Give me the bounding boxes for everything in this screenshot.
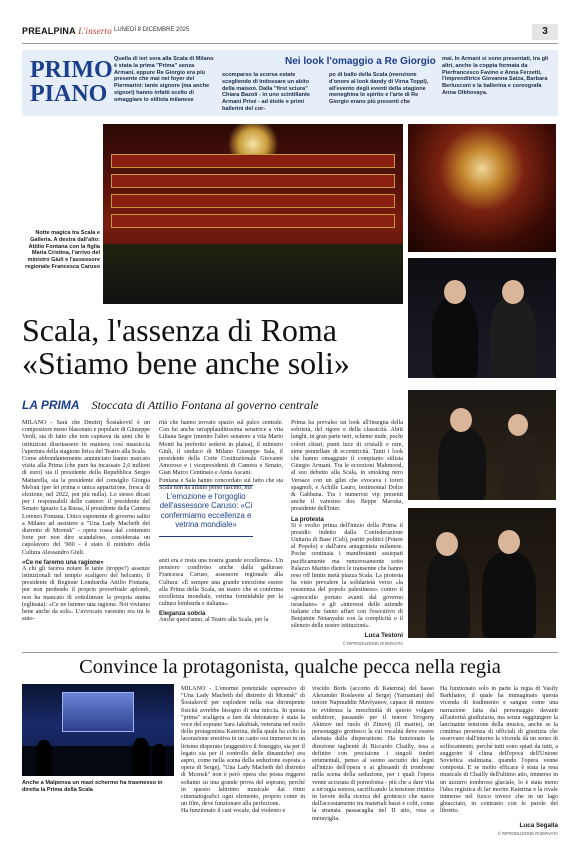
banner-text-col1: Quella di ieri sera alla Scala di Milano è stata la prima "Prima" senza Armani, eppure Re Giorgio era più presente che mai nei foyer del Piermarini: tante signore (ma anche signori) hanno infatti scelto di omaggiare lo stilista milanese xyxy=(114,56,214,103)
article2-column1: MILANO - L'enorme potenziale espressivo di "Una Lady Macbeth del distretto di Mcensk" di Šostakovič per esplodere nella sua dirompente fisicità avrebbe bisogno di una miccia. In questa "prima" scaligera a fare da detonatore è stata la voce del soprano Sara Jakubiak, veterana nel ruolo della protagonista Katerina, della quale ha colto la lacerazione emotiva in un canto ora immerso in un lirismo disperato (suggestivo il fraseggio, sia per il legato sia per il controllo delle dinamiche) ora aspro, come nella scena della seduzione esposta a opera di Sergej, "Una Lady Macbeth del distretto di Mcensk" non è però opera che possa reggersi soltanto su una grande prova del soprano, perché in questo labirinto musicale dai ritmi cinematografici ogni elemento, proprio come in un film, deve funzionare alla perfezione. Ha funzionato il cast vocale, dal violento e xyxy=(181,686,305,815)
pull-quote: L'emozione e l'orgoglio dell'assessore Caruso: «Ci confermiamo eccellenza e vetrina mondiale» xyxy=(159,483,253,539)
main-headline: Scala, l'assenza di Roma «Stiamo bene anche soli» xyxy=(22,312,350,381)
audience xyxy=(103,244,403,304)
caruso-photo xyxy=(408,508,556,638)
photo-caption: Notte magica tra Scala e Galleria. A destra dall'alto: Attilio Fontana con la figlia Maria Cristina, l'arrivo del ministro Giuli e l'assessore regionale Francesca Caruso xyxy=(25,230,100,270)
issue-date: LUNEDÌ 8 DICEMBRE 2025 xyxy=(114,27,190,33)
banner-text-col3: po di ballo della Scala (menzione d'onore al look dandy di Virna Toppi), all'evento degli eventi della stagione meneghina lo spirito e l'arte di Re Giorgio erano più presenti che xyxy=(329,72,429,106)
galleria-ceiling-photo xyxy=(408,124,556,252)
newspaper-logo: PREALPINA L'inserto xyxy=(22,26,112,36)
article1-column1: MILANO - Sarà che Dmitrij Šostakovič è un compositore meno blasonato e popolare di Giuseppe Verdi, sta di fatto che non capitava da anni che le istituzioni disertassero in maniera così massiccia l'apertura della stagione lirica del Teatro alla Scala. Come abbondantemente annunciato hanno marcato visita alla Prima (che pure ha incassato 2,6 milioni di euro) sia il presidente della Repubblica Sergio Mattarella, sia la presidente del consiglio Giorgia Meloni (per lei prima e unica apparizione, fresca di elezione, nel 2022, poi più nulla). Lo stesso dicasi per i responsabili delle camere: il presidente del Senato Ignazio La Russa, il presidente della Camera Lorenzo Fontana. Unico esponente di governo salito a Milano ad assistere a "Una Lady Macbeth del distretto di Mcensk" - opera rossa dal contenuto forte per non dire scandaloso, considerata un capolavoro del '900 - è stato il ministro della Cultura Alessandro Giuli. «Ce ne faremo una ragione» A chi gli faceva notare le tante (troppe?) assenze istituzionali nel tempio scaligero del belcanto, il presidente di Regione Lombardia Attilio Fontana, pur non perdendo il proprio proverbiale aplomb, non ha mancato di sottolineare la propria amina (eglinata): «Ce ne faremo una ragione. Noi viviamo bene anche da soli». L'avvocato varesino era tra le auto- xyxy=(22,420,150,623)
kicker: LA PRIMA xyxy=(22,398,80,412)
banner-text-col4: mai. In Armani si sono presentati, tra gli altri, anche la coppia formata da Pierfrancesco Favino e Anna Ferzetti, l'imprenditrice Giovanna Salza, Barbara Berlusconi e la ballerina e coreografa Anna Olkhovaya. xyxy=(442,56,549,96)
page-number: 3 xyxy=(532,24,558,40)
article2-column2: viscido Boris (accorto di Katerina) del basso Alexander Roslavets al Sergej (Yarnanian) del tenore Najmuddin Mavlyanov, capace di mettere in evidenza la meschinità di questo volgare seduttore, passando per il tenore Yevgeny Akimov nel ruolo di Zinovij (il marito), un personaggio grottesco la cui vocalità deve essere alienata dalla disperazione. Ha funzionato la direzione taglientè di Riccardo Chailly, tesa a definire con precisione i singoli timbri strumentali, penso al suono asciutto dei legni all'inizio dell'opera e ai glissandi di trombone nella scena della seduzione, per i quali l'opera venne accusata di pornofonia - più che a dare vita a un'orgia sonora, sacrificando la tensione ritmica in favore della ricerca del grottesco che nasce dall'accostamento tra materiali bassi e colti, come la stranata passacaglia nel II atto, resa a meraviglia. xyxy=(312,686,434,822)
second-headline: Convince la protagonista, qualche pecca nella regia xyxy=(79,656,501,678)
article2-byline: Luca Segalla xyxy=(519,822,558,829)
section-divider xyxy=(22,652,558,653)
scala-theatre-photo xyxy=(103,124,403,304)
article1-credit: © RIPRODUZIONE RISERVATA xyxy=(342,641,403,646)
article1-byline: Luca Testoni xyxy=(364,632,403,639)
subheadline: Stoccata di Attilio Fontana al governo centrale xyxy=(91,398,319,412)
article1-column2: rità che hanno trovato spazio sul palco centrale. Con lui anche un'applauditissima senatrice a vita Liliana Segre (mentre l'altro senatore a vita Mario Monti ha preferito sedersi in platea), il ministro Giuli, il sindaco di Milano Giuseppe Sala, il presidente della Corte Costituzionale Giovanni Amoroso e i vicepresidenti di Camera e Senato, Gian Marco Centinaio e Anna Ascani. Fontana e Sala hanno concordato sul fatto che sta Scala non ha affatto perso fascino, ma xyxy=(159,420,283,491)
article2-credit: © RIPRODUZIONE RISERVATA xyxy=(497,831,558,836)
section-title: PRIMO PIANO xyxy=(30,57,113,107)
primo-piano-banner xyxy=(22,50,558,116)
fontana-photo xyxy=(408,258,556,378)
malpensa-screen-photo xyxy=(22,684,174,776)
masthead xyxy=(22,24,558,44)
banner-text-col2: scomparso la scorsa estate scegliendo di indossare un abito della maison. Dalla "first sciura" Chiara Bazoli - in uno scintillante Armani Privé - ad étoile e primi ballerini del cor- xyxy=(222,72,310,112)
article2-column3: Ha funzionato solo in parte la regia di Vasily Barkhatov, il quale ha immaginato questa vicenda di tradimento e sangue come una narrazione fatta dal personaggio davanti all'autorità giudiziaria, ma senza raggiungere la lancinante tensione della musica, anche se la continua presenza di ufficiali di giustizia che osservano dall'interno la vicenda dà un senso di soffocamento, perché tutti sono spiati da tutti, a suggerire il clima dell'epoca dell'Unione Sovietica staliniana, quando l'opera venne composta. E se molto efficace è stata la resa musicale di Chailly dell'ultimo atto, immerso in un azzurro tombroso glaciale, lo è stata meno l'idea registica di far morire Katerina e la rivale immerse nel fuoco invece che in un lago ghiacciato, in contrasto con le parole del libretto. xyxy=(440,686,558,815)
stage-photo-caption: Anche a Malpensa un maxi schermo ha trasmesso in diretta la Prima della Scala xyxy=(22,780,163,793)
kicker-row xyxy=(22,396,406,414)
article1-column3: Prima ha prevalso un look all'insegna della sobrietà, del rigore e della classicità. Abiti lunghi, in gran parte neri, scheme nude, pochi colori chiari, punti luce di cristalli e rare, sime pennellate di eccentricità. Tanti i look che hanno omaggiato il compianto stilista Giorgio Armani. Tra le eccezioni Mahmood, al suo debutto alla Scala, in smoking nero Versace con un gilet che evocava i toreri spagnoli, e Achille Lauro, testimonial Dolce & Gabbana. Tra i numerosi vip presenti anche il varesino doc Beppe Marotta, presidente dell'Inter. La protesta Si è svolto prima dell'inizio della Prima il presidio indetto dalla Confederazione Unitaria di Base (Cub), partiti politici (Potere al Popolo) e dall'area antagonista milanese. Poche centinaia i manifestanti assiepati pacificamente ma rumorosamente sotto Palazzo Marino dietro le transenne che hanno reso off limits metà piazza Scala. La protesta ha visto prevalere la solidarietà verso «la resistenza del popolo palestinese» contro il «genocidio portato avanti dal governo israeliano» e gli «interessi delle aziende italiane che fanno affari con l'esecutivo di Benjamin Netanyahu con la complicità o il silenzio delle nostre istituzioni». xyxy=(291,420,403,630)
banner-headline: Nei look l'omaggio a Re Giorgio xyxy=(285,56,436,67)
article1-column2-bottom: anzi era e resta una nostra grande eccellenza». Un pensiero condiviso anche dalla gallurase Francesca Caruso, assessore regionale alla Cultura: «È sempre una grande emozione essere alla Prima della Scala, un teatro che si conferma eccellenza mondiale, vetrina formidabile per la cultura lombarda e italiana». Eleganza sobria Anche quest'anno, al Teatro alla Scala, per la xyxy=(159,558,283,624)
giuli-photo xyxy=(408,390,556,500)
